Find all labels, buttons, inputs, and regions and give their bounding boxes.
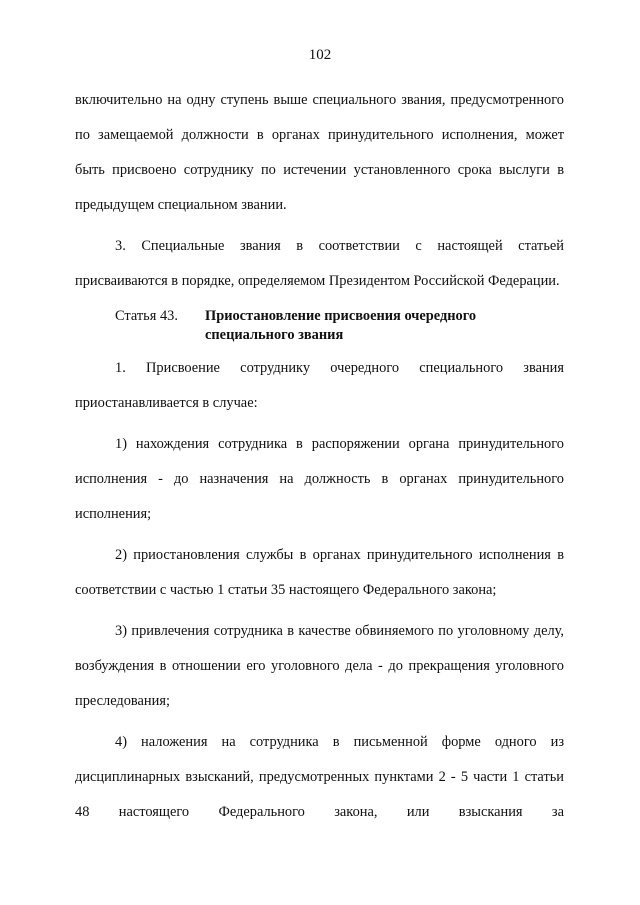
page-number: 102 (308, 47, 332, 63)
paragraph-item-3: 3. Специальные звания в соответствии с настоящей статьей присваиваются в порядке, определяемом Президентом Российской Федерации. (75, 238, 564, 289)
paragraph-continuation: включительно на одну ступень выше специального звания, предусмотренного по замещаемой должности в органах принудительного исполнения, может быть присвоено сотруднику по истечении установленного срока выслуги в предыдущем специальном звании. (75, 92, 564, 213)
article-subitem-3: 3) привлечения сотрудника в качестве обвиняемого по уголовному делу, возбуждения в отношении его уголовного дела - до прекращения уголовного преследования; (75, 623, 564, 709)
article-number: Статья 43. (115, 308, 178, 324)
article-subitem-1: 1) нахождения сотрудника в распоряжении органа принудительного исполнения - до назначения на должность в органах принудительного исполнения; (75, 436, 564, 522)
article-subitem-4: 4) наложения на сотрудника в письменной форме одного из дисциплинарных взысканий, предусмотренных пунктами 2 - 5 части 1 статьи 48 настоящего Федерального закона, или взыскания за (75, 734, 564, 820)
article-paragraph-1: 1. Присвоение сотруднику очередного специального звания приостанавливается в случае: (75, 360, 564, 411)
article-subitem-2: 2) приостановления службы в органах принудительного исполнения в соответствии с частью 1 статьи 35 настоящего Федерального закона; (75, 547, 564, 598)
document-body (75, 83, 564, 830)
article-heading (75, 307, 564, 345)
article-title: Приостановление присвоения очередного специального звания (205, 308, 477, 343)
